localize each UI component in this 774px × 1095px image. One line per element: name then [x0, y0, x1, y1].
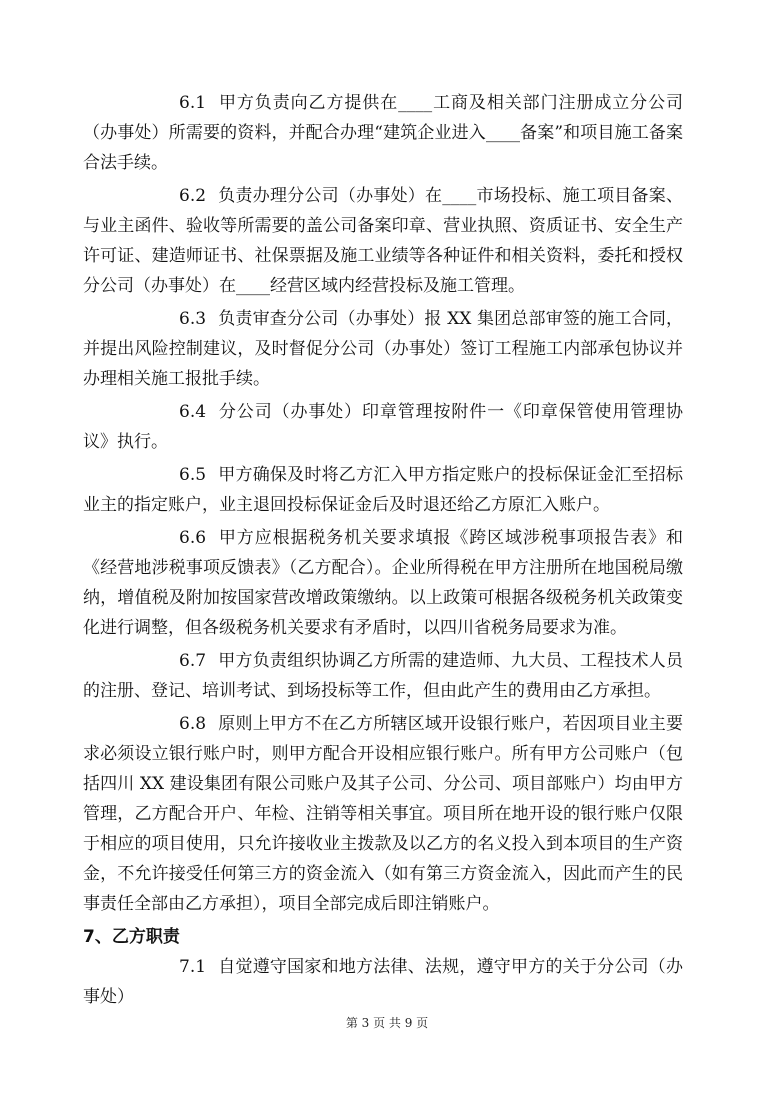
clause-number: 6.6 — [179, 528, 207, 548]
clause-number: 6.3 — [179, 309, 207, 329]
clause-text: 甲方确保及时将乙方汇入甲方指定账户的投标保证金汇至招标业主的指定账户，业主退回投标保证金后及时退还给乙方原汇入账户。 — [83, 465, 683, 515]
clause-number: 6.2 — [179, 186, 207, 206]
clause-number: 7.1 — [179, 957, 207, 977]
clause-text: 甲方应根据税务机关要求填报《跨区域涉税事项报告表》和《经营地涉税事项反馈表》（乙方配合）。企业所得税在甲方注册所在地国税局缴纳，增值税及附加按国家营改增政策缴纳。以上政策可根据各级税务机关政策变化进行调整，但各级税务机关要求有矛盾时，以四川省税务局要求为准。 — [83, 528, 683, 638]
clause-number: 6.1 — [179, 93, 207, 113]
clause-number: 6.8 — [179, 714, 207, 734]
clause-6-7 — [83, 646, 683, 706]
clause-number: 6.4 — [179, 402, 207, 422]
clause-text: 原则上甲方不在乙方所辖区域开设银行账户，若因项目业主要求必须设立银行账户时，则甲方配合开设相应银行账户。所有甲方公司账户（包括四川 XX 建设集团有限公司账户及其子公司、分公司、项目部账户）均由甲方管理，乙方配合开户、年检、注销等相关事宜。项目所在地开设的银行账户仅限于相应的项目使用，只允许接收业主拨款及以乙方的名义投入到本项目的生产资金，不允许接受任何第三方的资金流入（如有第三方资金流入，因此而产生的民事责任全部由乙方承担），项目全部完成后即注销账户。 — [83, 714, 683, 914]
clause-text: 分公司（办事处）印章管理按附件一《印章保管使用管理协议》执行。 — [83, 402, 683, 452]
clause-number: 6.5 — [179, 465, 207, 485]
clause-6-8 — [83, 709, 683, 919]
clause-6-2 — [83, 181, 683, 301]
clause-6-4 — [83, 397, 683, 457]
clause-6-6 — [83, 523, 683, 643]
document-page — [83, 88, 683, 1015]
clause-6-1 — [83, 88, 683, 178]
clause-number: 6.7 — [179, 651, 207, 671]
page-footer: 第 3 页 共 9 页 — [345, 1016, 429, 1030]
clause-7-1 — [83, 952, 683, 1012]
clause-text: 甲方负责向乙方提供在____工商及相关部门注册成立分公司（办事处）所需要的资料，并配合办理“建筑企业进入____备案”和项目施工备案合法手续。 — [83, 93, 683, 173]
section-heading: 7、乙方职责 — [83, 927, 180, 947]
clause-text: 负责审查分公司（办事处）报 XX 集团总部审签的施工合同，并提出风险控制建议，及时督促分公司（办事处）签订工程施工内部承包协议并办理相关施工报批手续。 — [83, 309, 683, 389]
clause-text: 自觉遵守国家和地方法律、法规，遵守甲方的关于分公司（办事处） — [83, 957, 683, 1007]
clause-text: 负责办理分公司（办事处）在____市场投标、施工项目备案、与业主函件、验收等所需要的盖公司备案印章、营业执照、资质证书、安全生产许可证、建造师证书、社保票据及施工业绩等各种证件和相关资料，委托和授权分公司（办事处）在____经营区域内经营投标及施工管理。 — [83, 186, 683, 296]
clause-6-3 — [83, 304, 683, 394]
clause-6-5 — [83, 460, 683, 520]
clause-text: 甲方负责组织协调乙方所需的建造师、九大员、工程技术人员的注册、登记、培训考试、到场投标等工作，但由此产生的费用由乙方承担。 — [83, 651, 683, 701]
